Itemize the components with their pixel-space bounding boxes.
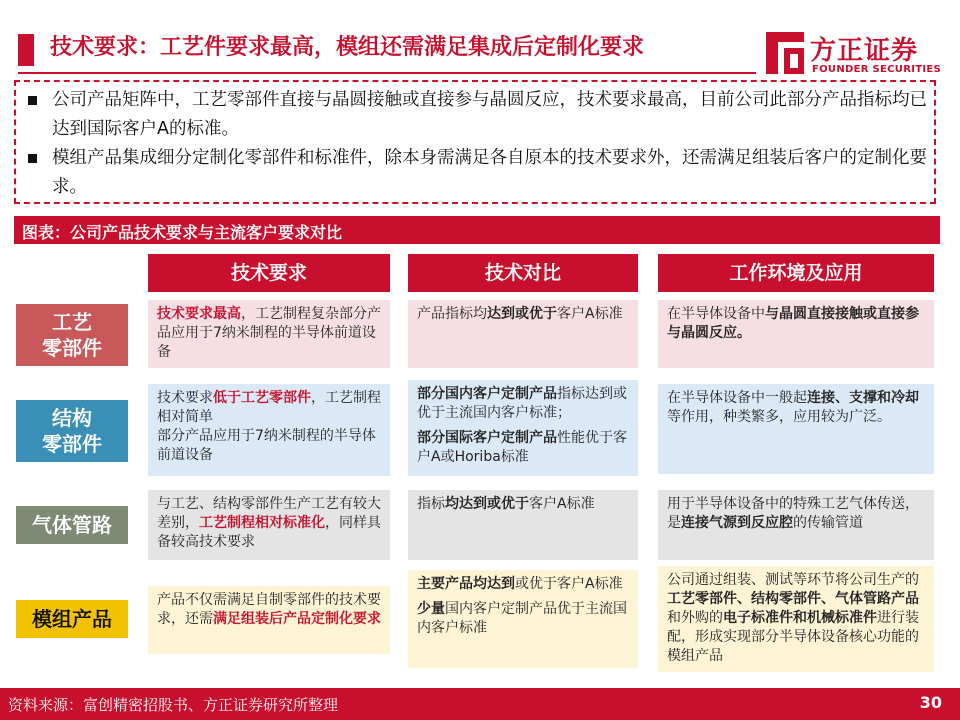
bold-text: 连接气源到反应腔 <box>681 515 793 531</box>
logo-text-cn: 方正证券 <box>810 36 919 66</box>
figure-title-bar <box>14 216 940 244</box>
bold-text: 少量 <box>417 601 445 617</box>
cell-tech-comparison <box>408 300 638 368</box>
page-number: 30 <box>919 693 942 712</box>
column-header-tech-requirement: 技术要求 <box>148 254 390 292</box>
column-header-environment: 工作环境及应用 <box>658 254 934 292</box>
bullet-square-icon <box>28 96 37 105</box>
cell-tech-comparison <box>408 570 638 668</box>
cell-text: 在半导体设备中 <box>667 306 765 322</box>
cell-text: 指标达到或优于主流国内客户标准； <box>417 386 627 421</box>
column-header-tech-comparison: 技术对比 <box>408 254 638 292</box>
page-title: 技术要求：工艺件要求最高，模组还需满足集成后定制化要求 <box>50 35 645 60</box>
cell-environment <box>658 490 934 560</box>
cell-tech-requirement <box>148 490 390 560</box>
cell-text: 指标 <box>417 496 445 512</box>
cell-text: 的传输管道 <box>793 515 863 531</box>
bold-text: 部分国际客户定制产品 <box>417 430 557 446</box>
cell-text: 技术要求 <box>157 390 213 406</box>
bullet-square-icon <box>28 154 37 163</box>
cell-text: 客户A标准 <box>529 496 595 512</box>
cell-text: 国内客户定制产品优于主流国内客户标准 <box>417 601 627 636</box>
bold-text: 电子标准件和机械标准件 <box>723 610 877 626</box>
cell-text: 性能优于客户A或Horiba标准 <box>417 430 627 465</box>
founder-logo <box>766 30 946 82</box>
cell-text: 用于半导体设备中的特殊工艺气体传送，是 <box>667 496 919 531</box>
row-label-text: 工艺 零部件 <box>42 310 102 360</box>
row-label-text: 结构 零部件 <box>42 406 102 456</box>
row-label-structural-parts <box>16 400 128 462</box>
highlight-text: 满足组装后产品定制化要求 <box>213 611 381 627</box>
cell-tech-comparison <box>408 380 638 476</box>
row-label-text: 模组产品 <box>32 607 112 631</box>
cell-tech-requirement <box>148 300 390 368</box>
title-accent-bar <box>18 34 34 66</box>
cell-environment <box>658 300 934 368</box>
highlight-text: 技术要求最高 <box>157 306 241 322</box>
cell-tech-requirement <box>148 586 390 654</box>
founder-logo-icon <box>766 32 804 74</box>
cell-text: ，工艺制程相对简单 <box>157 390 381 425</box>
cell-text: ，工艺制程复杂部分产品应用于7纳米制程的半导体前道设备 <box>157 306 381 360</box>
logo-text-en: FOUNDER SECURITIES <box>812 64 942 75</box>
cell-tech-comparison <box>408 490 638 560</box>
cell-text: 产品指标均 <box>417 306 487 322</box>
cell-text: 产品不仅需满足自制零部件的技术要求，还需 <box>157 592 381 627</box>
bold-text: 部分国内客户定制产品 <box>417 386 557 402</box>
intro-box <box>14 80 936 204</box>
cell-text: 公司通过组装、测试等环节将公司生产的 <box>667 572 919 588</box>
cell-text: 或优于客户A标准 <box>515 576 623 592</box>
figure-title: 图表：公司产品技术要求与主流客户要求对比 <box>22 223 343 242</box>
source-note: 资料来源：富创精密招股书、方正证券研究所整理 <box>8 696 339 714</box>
intro-bullet-text: 模组产品集成细分定制化零部件和标准件，除本身需满足各自原本的技术要求外，还需满足组装后客户的定制化要求。 <box>52 148 927 197</box>
cell-text: 进行装配，形成实现部分半导体设备核心功能的模组产品 <box>667 610 919 664</box>
row-label-text: 气体管路 <box>32 513 112 537</box>
cell-text: 部分产品应用于7纳米制程的半导体前道设备 <box>157 428 376 463</box>
highlight-text: 工艺制程相对标准化 <box>199 515 325 531</box>
bold-text: 均达到或优于 <box>445 496 529 512</box>
bold-text: 与晶圆直接接触或直接参与晶圆反应。 <box>667 306 919 341</box>
cell-text: 在半导体设备中一般起 <box>667 390 807 406</box>
footer-bar <box>0 688 960 720</box>
highlight-text: 低于工艺零部件 <box>213 390 311 406</box>
cell-text: 和外购的 <box>667 610 723 626</box>
bold-text: 连接、支撑和冷却 <box>807 390 919 406</box>
bold-text: 主要产品均达到 <box>417 576 515 592</box>
title-underline <box>18 72 756 74</box>
cell-text: 客户A标准 <box>557 306 623 322</box>
cell-tech-requirement <box>148 384 390 476</box>
row-label-process-parts <box>16 304 128 366</box>
bold-text: 工艺零部件、结构零部件、气体管路产品 <box>667 591 919 607</box>
cell-environment <box>658 384 934 474</box>
cell-environment <box>658 566 934 672</box>
intro-bullet-text: 公司产品矩阵中，工艺零部件直接与晶圆接触或直接参与晶圆反应，技术要求最高，目前公司此部分产品指标均已达到国际客户A的标准。 <box>52 90 927 139</box>
row-label-modules <box>16 600 128 638</box>
row-label-gas-lines <box>16 506 128 544</box>
bold-text: 达到或优于 <box>487 306 557 322</box>
cell-text: 与工艺、结构零部件生产工艺有较大差别， <box>157 496 381 531</box>
cell-text: 等作用，种类繁多，应用较为广泛。 <box>667 409 891 425</box>
cell-text: ，同样具备较高技术要求 <box>157 515 381 550</box>
